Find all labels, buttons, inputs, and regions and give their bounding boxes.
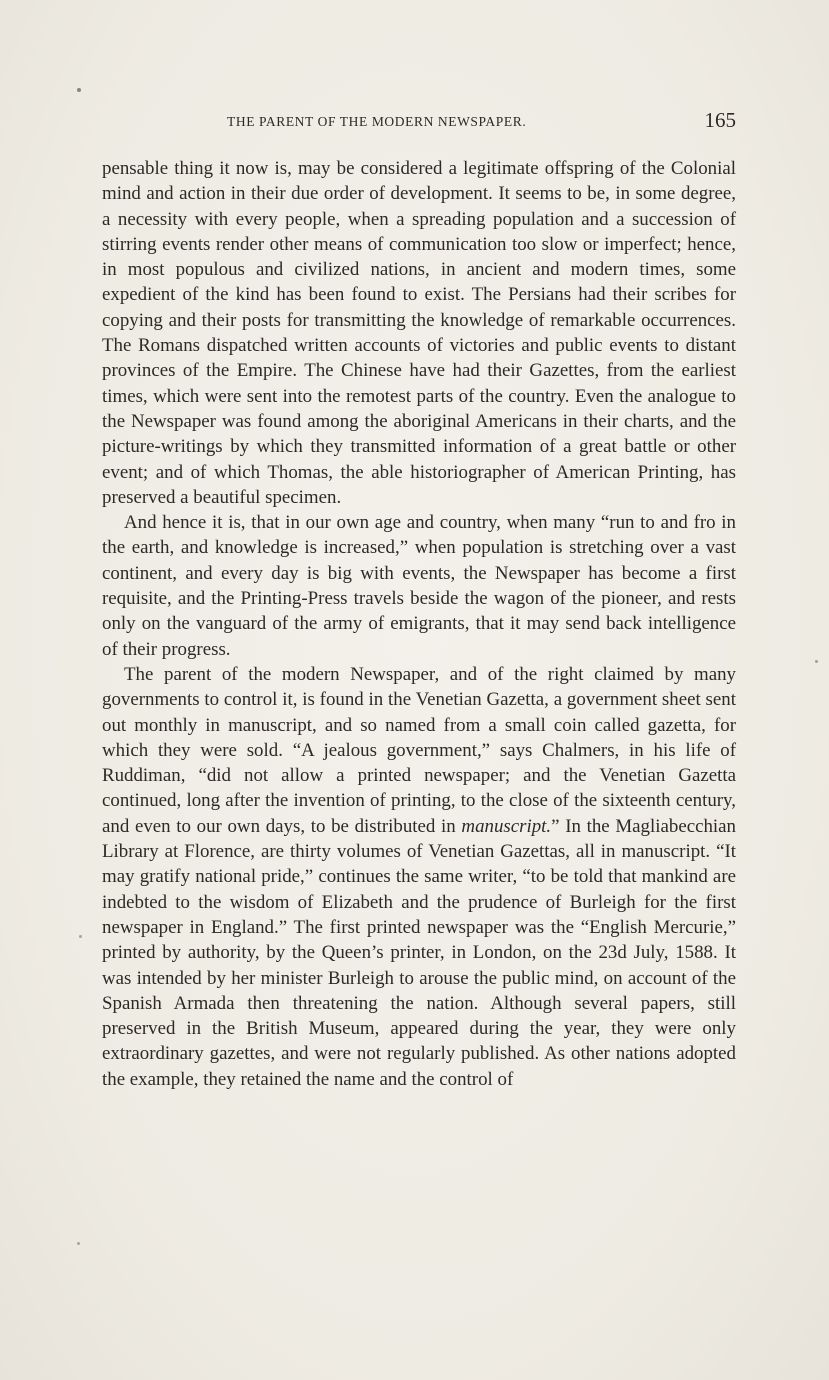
running-title: THE PARENT OF THE MODERN NEWSPAPER. [227, 114, 527, 129]
page-number: 165 [704, 108, 736, 132]
paragraph [102, 662, 736, 1092]
paper-speck-mark [77, 1242, 80, 1245]
body-text [102, 156, 736, 1092]
paper-speck-mark [77, 88, 81, 92]
paragraph: And hence it is, that in our own age and country, when many “run to and fro in the earth, and knowledge is increased,” when population is stretching over a vast continent, and every day is big with events, the Newspaper has become a first requisite, and the Printing-Press travels beside the wagon of the pioneer, and rests only on the vanguard of the army of emigrants, that it may send back intelligence of their progress. [102, 512, 736, 660]
paragraph-text: The parent of the modern Newspaper, and of the right claimed by many governments to control it, is found in the Venetian Gazetta, a government sheet sent out monthly in manuscript, and so named from a small coin called gazetta, for which they were sold. “A jealous government,” says Chalmers, in his life of Ruddiman, “did not allow a printed newspaper; and the Venetian Gazetta continued, long after the invention of printing, to the close of the sixteenth century, and even to our own days, to be distributed in [102, 663, 736, 837]
paragraph: pensable thing it now is, may be considered a legitimate offspring of the Colonial mind and action in their due order of development. It seems to be, in some degree, a necessity with every people, when a spreading population and a succession of stirring events render other means of communication too slow or imperfect; hence, in most populous and civilized nations, in ancient and modern times, some expedient of the kind has been found to exist. The Persians had their scribes for copying and their posts for transmitting the knowledge of remarkable occurrences. The Romans dispatched written accounts of victories and public events to distant provinces of the Empire. The Chinese have had their Gazettes, from the earliest times, which were sent into the remotest parts of the country. Even the analogue to the Newspaper was found among the aboriginal Americans in their charts, and the picture-writings by which they transmitted information of a great battle or other event; and of which Thomas, the able historiographer of American Printing, has preserved a beautiful specimen. [102, 158, 736, 508]
italic-word: manuscript. [461, 815, 552, 837]
paragraph-text: ” In the Magliabecchian Library at Florence, are thirty volumes of Venetian Gazettas, all in manuscript. “It may gratify national pride,” continues the same writer, “to be told that mankind are indebted to the wisdom of Elizabeth and the prudence of Burleigh for the first newspaper in England.” The first printed newspaper was the “English Mercurie,” printed by authority, by the Queen’s printer, in London, on the 23d July, 1588. It was intended by her minister Burleigh to arouse the public mind, on account of the Spanish Armada then threatening the nation. Although several papers, still preserved in the British Museum, appeared during the year, they were only extraordinary gazettes, and were not regularly published. As other nations adopted the example, they retained the name and the control of [102, 815, 736, 1090]
paper-speck-mark [815, 660, 818, 663]
running-header [102, 108, 736, 134]
paper-speck-mark [79, 935, 82, 938]
